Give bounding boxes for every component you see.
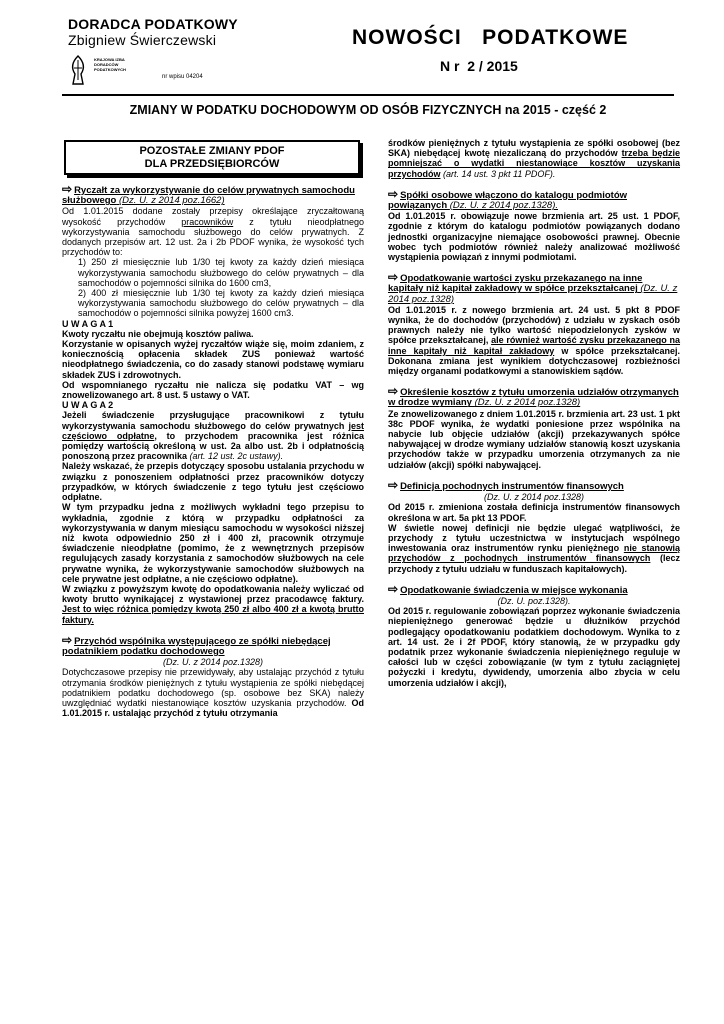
- paragraph: Jeżeli świadczenie przysługujące pracownikowi z tytułu wykorzystywania samochodu służbowego do celów prywatnych jest częściowo odpłatne, to przychodem pracownika jest różnica pomiędzy wartością określoną w ust. 2a albo ust. 2b i odpłatnością ponoszoną przez pracownika (art. 12 ust. 2c ustawy).: [62, 410, 364, 462]
- paragraph: Ze znowelizowanego z dniem 1.01.2015 r. brzmienia art. 23 ust. 1 pkt 38c PDOF wynika, że wydatki poniesione przez wspólnika na nabycie lub objęcie udziałów (akcji) przekazywanych spółce nabywającej w drodze wymiany udziałów stanowią koszt uzyskania przychodów także w przypadku umorzenia otrzymanych za nie udziałów (akcji) spółki nabywającej.: [388, 408, 680, 470]
- heading-text: Ryczałt za wykorzystywanie do celów prywatnych samochodu służbowego: [62, 185, 355, 207]
- paragraph: środków pieniężnych z tytułu wystąpienia ze spółki osobowej (bez SKA) niebędącej kwotę niezaliczaną do przychodów trzeba będzie pomniejszać o wydatki niestanowiące kosztów uzyskania przychodów (art. 14 ust. 3 pkt 11 PDOF).: [388, 138, 680, 179]
- list-item: 2) 400 zł miesięcznie lub 1/30 tej kwoty za każdy dzień miesiąca wykorzystywania samochodu służbowego do celów prywatnych – dla samochodów o pojemności silnika powyżej 1600 cm3.: [78, 288, 364, 319]
- paragraph: Kwoty ryczałtu nie obejmują kosztów paliwa.: [62, 328, 254, 339]
- note-heading: U W A G A 2: [62, 400, 114, 411]
- right-column: [388, 138, 680, 688]
- paragraph: Od 1.01.2015 r. obowiązuje nowe brzmienia art. 25 ust. 1 PDOF, zgodnie z którym do katalogu podmiotów powiązanych dodano jednostki organizacyjne niemające osobowości prawnej. Obecnie wobec tych podmiotów również należy analizować możliwość wystąpienia powiązań z innymi podmiotami.: [388, 211, 680, 263]
- paragraph: Od 1.01.2015 r. z nowego brzmienia art. 24 ust. 5 pkt 8 PDOF wynika, że do dochodów (przychodów) z udziału w zyskach osób prawnych należy nie tylko wartość niepodzielonych zysków w spółce przekształcanej, ale również wartość zysku przekazanego na inne kapitały niż kapitał zakładowy w spółce przekształcanej. Dokonana zmiana jest wynikiem dotychczasowej rozbieżności między organami podatkowymi a stanowiskiem sądów.: [388, 304, 681, 377]
- document-subtitle: ZMIANY W PODATKU DOCHODOWYM OD OSÓB FIZYCZNYCH na 2015 - część 2: [129, 103, 607, 117]
- section-box-title: [64, 140, 360, 175]
- paragraph: W tym przypadku jedna z możliwych wykładni tego przepisu to wykładnia, zgodnie z którą w przypadku odpłatności za wykorzystywania w danym miesiącu samochodu w wysokości niższej niż kwota odpowiednio 250 zł i 400 zł, pracownik otrzymuje świadczenie nieodpłatne (pomimo, że z wewnętrznych przepisów regulujących zasady korzystania z samochodów służbowych na cele prywatne wynika, że wykorzystywanie samochodów służbowych na cele prywatne jest odpłatne, a nie częściowo odpłatne).: [62, 502, 364, 584]
- arrow-right-icon: ⇨: [388, 384, 399, 399]
- chamber-logo-icon: [68, 54, 88, 86]
- section-heading-car: [62, 184, 364, 206]
- arrow-right-icon: ⇨: [388, 477, 399, 492]
- newsletter-title: NOWOŚCI PODATKOWE: [352, 26, 629, 49]
- legal-reference: (Dz. U. z 2014 poz.1328): [483, 492, 585, 503]
- legal-reference: (Dz. U. poz.1328).: [497, 595, 571, 606]
- header-rule: [62, 94, 674, 96]
- chamber-logo-text: KRAJOWA IZBA DORADCÓW PODATKOWYCH: [94, 57, 126, 72]
- arrow-right-icon: ⇨: [388, 270, 399, 285]
- arrow-right-icon: ⇨: [388, 186, 399, 201]
- section-heading-related-entities: ⇨ Spółki osobowe włączono do katalogu podmiotów powiązanych (Dz. U. z 2014 poz.1328).: [388, 186, 628, 212]
- paragraph: Dotychczasowe przepisy nie przewidywały, aby ustalając przychód z tytułu otrzymania środków pieniężnych z tytułu wystąpienia ze spółki niebędącej podatnikiem podatku dochodowego (sp. osobowe bez SKA) należy uwzględniać wydatki niestanowiące kosztów uzyskania przychodów. Od 1.01.2015 r. ustalając przychód z tytułu otrzymania: [62, 667, 364, 719]
- firm-name: DORADCA PODATKOWY: [68, 16, 238, 32]
- box-title-line2: DLA PRZEDSIĘBIORCÓW: [144, 158, 280, 170]
- section-heading-partner-income: ⇨ Przychód wspólnika występującego ze spółki niebędącej podatnikiem podatku dochodowego: [62, 632, 331, 657]
- letterhead: [68, 16, 668, 96]
- advisor-name: Zbigniew Świerczewski: [68, 32, 217, 48]
- section-heading-profit-transfer: ⇨ Opodatkowanie wartości zysku przekazanego na inne kapitały niż kapitał zakładowy w spółce przekształcanej (Dz. U. z 2014 poz.1328): [388, 270, 678, 305]
- arrow-right-icon: ⇨: [62, 632, 73, 647]
- paragraph: Od 2015 r. zmieniona została definicja instrumentów finansowych określona w art. 5a pkt 13 PDOF.: [388, 502, 680, 523]
- legal-reference: (Dz. U. z 2014 poz.1662): [119, 195, 225, 207]
- arrow-right-icon: ⇨: [388, 581, 399, 596]
- paragraph: Korzystanie w opisanych wyżej ryczałtów wiąże się, moim zdaniem, z koniecznością opłacenia składek ZUS ponieważ wartość nieodpłatnego świadczenia, co do zasady stanowi podstawę wymiaru składek ZUS i zdrowotnych.: [62, 339, 364, 380]
- section-heading-derivatives: ⇨ Definicja pochodnych instrumentów finansowych: [388, 477, 624, 492]
- paragraph: Należy wskazać, że przepis dotyczący sposobu ustalania przychodu w związku z ponoszeniem odpłatności przez pracowników dotyczy przypadków, w których świadczenie z tego tytułu jest częściowo odpłatne.: [62, 461, 364, 503]
- box-title-line1: POZOSTAŁE ZMIANY PDOF: [139, 145, 285, 157]
- note-heading: U W A G A 1: [62, 318, 114, 329]
- paragraph: Od wspomnianego ryczałtu nie nalicza się podatku VAT – wg znowelizowanego art. 8 ust. 5 ustawy o VAT.: [62, 379, 364, 401]
- left-column: [62, 138, 364, 718]
- issue-number: N r 2 / 2015: [440, 58, 518, 74]
- section-heading-performance: ⇨ Opodatkowanie świadczenia w miejsce wykonania: [388, 581, 628, 596]
- paragraph: Od 2015 r. regulowanie zobowiązań poprzez wykonanie świadczenia niepieniężnego generować będzie u dłużników przychód podlegający opodatkowaniu podatkiem dochodowym. Wynika to z art. 14 ust. 2e i 2f PDOF, który stanowią, że w przypadku gdy podatnik przez wykonanie świadczenia niepieniężnego reguluje w całości lub w części zobowiązanie (w tym z tytułu zaciągniętej pożyczki i kredytu, dywidendy, umorzenia albo zbycia w celu umorzenia udziałów i akcji),: [388, 606, 680, 688]
- section-heading-share-redemption: ⇨ Określenie kosztów z tytułu umorzenia udziałów otrzymanych w drodze wymiany (Dz. U. z 2014 poz.1328): [388, 384, 679, 409]
- paragraph: W świetle nowej definicji nie będzie ulegać wątpliwości, że przychody z tytułu uczestnictwa w instytucjach wspólnego inwestowania oraz instrumentów rynku pieniężnego nie stanowią przychodów z pochodnych instrumentów finansowych (lecz przychody z tytułu udziału w funduszach kapitałowych).: [388, 522, 680, 574]
- registration-number: nr wpisu 04204: [162, 74, 203, 80]
- legal-reference: (Dz. U. z 2014 poz.1328): [162, 657, 264, 668]
- paragraph: Od 1.01.2015 dodane zostały przepisy określające zryczałtowaną wysokość przychodów pracowników z tytułu nieodpłatnego wykorzystywania samochodu służbowego do celów prywatnych. Z dodanych przepisów art. 12 ust. 2a i 2b PDOF wynika, że wysokość tych przychodów to:: [62, 206, 364, 258]
- paragraph: W związku z powyższym kwotę do opodatkowania należy wyliczać od kwoty brutto wynikającej z wystawionej przez pracodawcę faktury. Jest to więc różnica pomiędzy kwotą 250 zł albo 400 zł a kwotą brutto faktury.: [62, 583, 364, 625]
- arrow-right-icon: ⇨: [62, 182, 73, 196]
- list-item: 1) 250 zł miesięcznie lub 1/30 tej kwoty za każdy dzień miesiąca wykorzystywania samochodu służbowego do celów prywatnych – dla samochodów o pojemności silnika do 1600 cm3,: [78, 257, 364, 288]
